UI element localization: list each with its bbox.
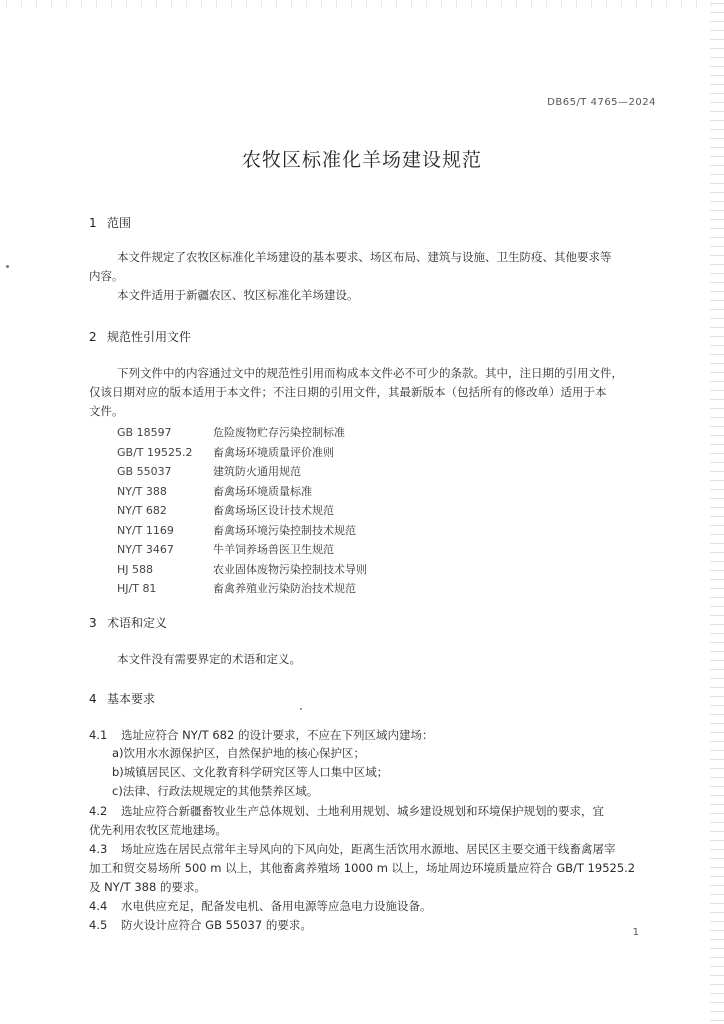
clause-4-2 [89,802,657,821]
reference-name: 畜禽场环境污染控制技术规范 [213,523,356,537]
section-title: 术语和定义 [107,616,168,630]
reference-item [117,541,517,561]
references-intro-cont: 仅该日期对应的版本适用于本文件；不注日期的引用文件，其最新版本（包括所有的修改单）适用于本 [89,385,607,399]
reference-name: 畜禽场环境质量评价准则 [213,445,334,459]
section-4-heading [89,690,155,707]
clause-text-cont: 及 NY/T 388 的要求。 [89,880,206,894]
reference-item [117,463,517,483]
normative-references-list [117,424,517,600]
reference-item [117,483,517,503]
clause-text: 防火设计应符合 GB 55037 的要求。 [121,918,312,932]
reference-name: 危险废物贮存污染控制标准 [213,426,345,439]
clause-text-cont: 优先利用农牧区荒地建场。 [89,823,227,837]
reference-code: HJ 588 [117,562,154,576]
section-3-heading [89,614,167,631]
section-1-heading [89,214,131,231]
clause-number: 4.2 [89,804,108,818]
reference-item [117,502,517,522]
reference-name: 畜禽养殖业污染防治技术规范 [213,582,356,595]
reference-name: 畜禽场场区设计技术规范 [213,504,334,517]
reference-name: 畜禽场环境质量标准 [213,484,312,498]
terms-paragraph: 本文件没有需要界定的术语和定义。 [117,652,301,666]
references-intro: 下列文件中的内容通过文中的规范性引用而构成本文件必不可少的条款。其中，注日期的引用文件， [117,366,623,380]
reference-item [117,580,517,600]
clause-number: 4.5 [89,918,108,932]
clause-list-item: c)法律、行政法规规定的其他禁养区域。 [112,784,319,798]
clause-text: 选址应符合 NY/T 682 的设计要求，不应在下列区域内建场： [121,728,434,742]
scan-edge-top [0,0,724,8]
page-number: 1 [632,927,639,938]
scope-paragraph-1-cont: 内容。 [89,269,124,283]
section-2-heading [89,328,191,345]
document-code: DB65/T 4765—2024 [547,97,656,108]
reference-item [117,444,517,464]
reference-item [117,424,517,444]
clause-text: 水电供应充足，配备发电机、备用电源等应急电力设施设备。 [121,899,432,913]
reference-code: GB 55037 [117,465,172,478]
document-title: 农牧区标准化羊场建设规范 [241,149,482,171]
clause-number: 4.4 [89,899,108,913]
section-number: 3 [89,616,97,630]
section-title: 规范性引用文件 [107,330,192,344]
reference-name: 牛羊饲养场兽医卫生规范 [213,543,334,556]
reference-code: HJ/T 81 [117,582,157,595]
references-intro-cont: 文件。 [89,404,124,418]
clause-text-cont: 加工和贸交易场所 500 m 以上，其他畜禽养殖场 1000 m 以上，场址周边环境质量应符合 GB/T 19525.2 [89,861,636,875]
clause-text: 选址应符合新疆畜牧业生产总体规划、土地利用规划、城乡建设规划和环境保护规划的要求，宜 [121,804,604,818]
clause-number: 4.3 [89,842,108,856]
scope-paragraph-1: 本文件规定了农牧区标准化羊场建设的基本要求、场区布局、建筑与设施、卫生防疫、其他要求等 [117,250,612,264]
clause-text: 场址应选在居民点常年主导风向的下风向处，距离生活饮用水源地、居民区主要交通干线畜禽屠宰 [121,842,616,856]
scope-paragraph-2: 本文件适用于新疆农区、牧区标准化羊场建设。 [117,288,359,302]
clause-4-5 [89,916,657,935]
scan-speck [6,265,9,268]
section-number: 4 [89,692,97,706]
reference-name: 建筑防火通用规范 [213,465,301,478]
clause-4-4 [89,897,657,916]
reference-code: NY/T 1169 [117,523,174,537]
reference-code: NY/T 388 [117,484,167,498]
reference-item [117,522,517,542]
reference-item [117,561,517,581]
clause-4-1 [89,726,657,745]
reference-code: NY/T 682 [117,504,167,517]
clause-number: 4.1 [89,728,108,742]
clause-list-item: a)饮用水水源保护区，自然保护地的核心保护区； [112,746,366,760]
reference-name: 农业固体废物污染控制技术导则 [213,562,367,576]
section-number: 1 [89,216,97,230]
reference-code: GB/T 19525.2 [117,445,193,459]
section-number: 2 [89,330,97,344]
clause-list-item: b)城镇居民区、文化教育科学研究区等人口集中区域； [112,765,389,779]
section-title: 范围 [107,216,132,230]
reference-code: GB 18597 [117,426,172,439]
clause-4-3 [89,840,657,859]
reference-code: NY/T 3467 [117,543,174,556]
section-title: 基本要求 [107,692,156,706]
scan-speck [300,708,302,710]
